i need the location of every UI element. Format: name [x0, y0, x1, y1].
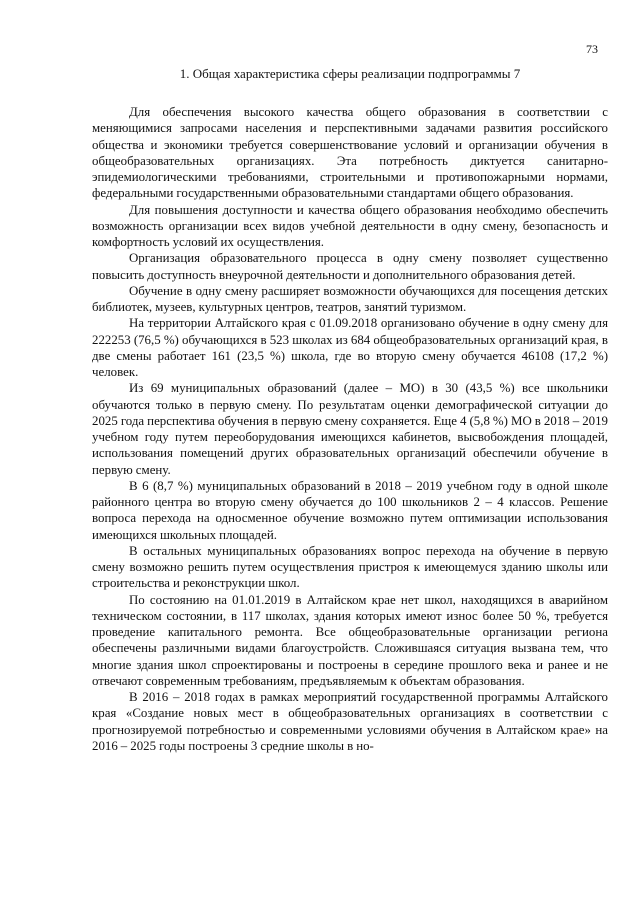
paragraph: В 6 (8,7 %) муниципальных образований в 2018 – 2019 учебном году в одной школе районного центра во вторую смену обучается до 100 школьников 2 – 4 классов. Решение вопроса перехода на односменное обучение возможно путем оптимизации использования имеющихся школьных площадей. — [92, 478, 608, 542]
paragraph: В остальных муниципальных образованиях вопрос перехода на обучение в первую смену возможно решить путем осуществления пристроя к имеющемуся зданию школы или строительства и реконструкции школ. — [92, 543, 608, 591]
paragraph: Для повышения доступности и качества общего образования необходимо обеспечить возможность организации всех видов учебной деятельности в одну смену, безопасность и комфортность условий их осуществления. — [92, 202, 608, 249]
page-number: 73 — [586, 42, 598, 56]
paragraph: В 2016 – 2018 годах в рамках мероприятий государственной программы Алтайского края «Создание новых мест в общеобразовательных организациях в соответствии с прогнозируемой потребностью и современными условиями обучения в Алтайском крае» на 2016 – 2025 годы построены 3 средние школы в но- — [92, 690, 608, 753]
paragraph: Для обеспечения высокого качества общего образования в соответствии с меняющимися запросами населения и перспективными задачами развития российского общества и экономики требуется совершенствование условий и организации обучения в общеобразовательных организациях. Эта потребность диктуется санитарно-эпидемиологическими требованиями, строительными и противопожарными нормами, федеральными государственными образовательными стандартами общего образования. — [92, 105, 608, 201]
body-text — [92, 104, 608, 754]
paragraph: На территории Алтайского края с 01.09.2018 организовано обучение в одну смену для 222253 (76,5 %) обучающихся в 523 школах из 684 общеобразовательных организаций края, в две смены работает 161 (23,5 %) школа, где во вторую смену обучается 46108 (17,2 %) человек. — [92, 316, 608, 379]
paragraph: Обучение в одну смену расширяет возможности обучающихся для посещения детских библиотек, музеев, культурных центров, театров, занятий туризмом. — [92, 283, 608, 314]
paragraph: Организация образовательного процесса в одну смену позволяет существенно повысить доступность внеурочной деятельности и дополнительного образования детей. — [92, 251, 608, 282]
paragraph: По состоянию на 01.01.2019 в Алтайском крае нет школ, находящихся в аварийном техническом состоянии, в 117 школах, здания которых имеют износ более 50 %, требуется проведение капитального ремонта. Все общеобразовательные организации региона обеспечены различными видами благоустройств. Сложившаяся ситуация вызвана тем, что многие здания школ спроектированы и построены в середине прошлого века и ранее и не отвечают современным требованиям, предъявляемым к объектам образования. — [92, 592, 608, 688]
section-heading: 1. Общая характеристика сферы реализации подпрограммы 7 — [179, 66, 521, 81]
paragraph: Из 69 муниципальных образований (далее – МО) в 30 (43,5 %) все школьники обучаются только в первую смену. По результатам оценки демографической ситуации до 2025 года перспектива обучения в первую смену сохраняется. Еще 4 (5,8 %) МО в 2018 – 2019 учебном году путем переоборудования имеющихся кабинетов, высвобождения площадей, использования помещений других образовательных организаций обеспечили обучение в первую смену. — [92, 381, 608, 477]
